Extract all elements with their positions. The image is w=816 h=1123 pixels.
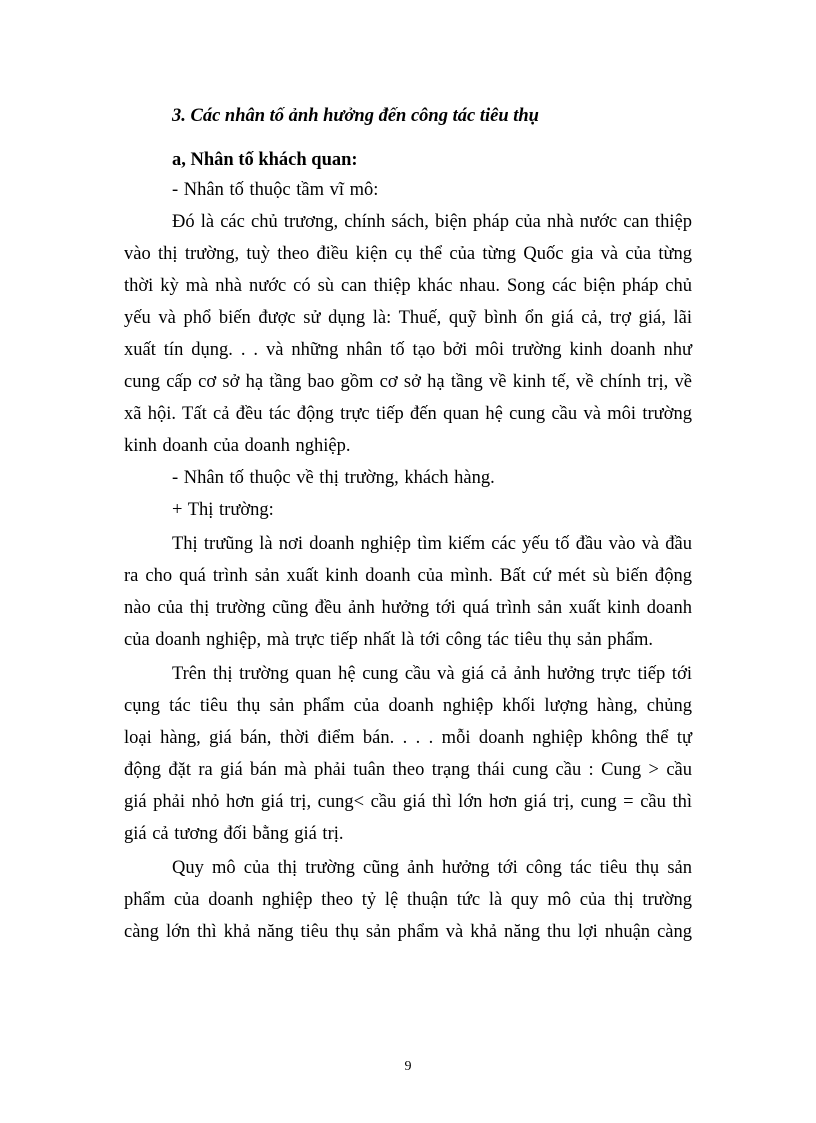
paragraph-line: cung cấp cơ sở hạ tầng bao gồm cơ sở hạ tầng về kinh tế, về chính trị, về <box>124 372 692 392</box>
bullet-market: + Thị trường: <box>172 500 274 520</box>
paragraph-line: Trên thị trường quan hệ cung cầu và giá cả ảnh hưởng trực tiếp tới <box>172 664 692 684</box>
paragraph-line: yếu và phổ biến được sử dụng là: Thuế, quỹ bình ổn giá cả, trợ giá, lãi <box>124 308 692 328</box>
paragraph-line: loại hàng, giá bán, thời điểm bán. . . . mỗi doanh nghiệp không thể tự <box>124 728 692 748</box>
paragraph-line: của doanh nghiệp, mà trực tiếp nhất là tới công tác tiêu thụ sản phẩm. <box>124 630 654 650</box>
paragraph-line: xã hội. Tất cả đều tác động trực tiếp đến quan hệ cung cầu và môi trường <box>124 404 692 424</box>
paragraph-line: động đặt ra giá bán mà phải tuân theo trạng thái cung cầu : Cung > cầu <box>124 760 692 780</box>
bullet-macro-factors: - Nhân tố thuộc tầm vĩ mô: <box>172 180 379 200</box>
paragraph-line: càng lớn thì khả năng tiêu thụ sản phẩm và khả năng thu lợi nhuận càng <box>124 922 692 942</box>
paragraph-line: xuất tín dụng. . . và những nhân tố tạo bởi môi trường kinh doanh như <box>124 340 692 360</box>
paragraph-line: giá phải nhỏ hơn giá trị, cung< cầu giá thì lớn hơn giá trị, cung = cầu thì <box>124 792 692 812</box>
subsection-title: a, Nhân tố khách quan: <box>172 150 358 170</box>
paragraph-line: Quy mô của thị trường cũng ảnh hưởng tới công tác tiêu thụ sản <box>172 858 692 878</box>
paragraph-line: Đó là các chủ trương, chính sách, biện pháp của nhà nước can thiệp <box>172 212 692 232</box>
bullet-market-factors: - Nhân tố thuộc về thị trường, khách hàng. <box>172 468 495 488</box>
paragraph-line: kinh doanh của doanh nghiệp. <box>124 436 351 456</box>
paragraph-line: vào thị trường, tuỳ theo điều kiện cụ thể của từng Quốc gia và của từng <box>124 244 692 264</box>
page-number: 9 <box>404 1059 412 1074</box>
paragraph-line: nào của thị trường cũng đều ảnh hưởng tới quá trình sản xuất kinh doanh <box>124 598 692 618</box>
paragraph-line: Thị trưũng là nơi doanh nghiệp tìm kiếm các yếu tố đầu vào và đầu <box>172 534 692 554</box>
paragraph-line: giá cả tương đối bằng giá trị. <box>124 824 344 844</box>
paragraph-line: phẩm của doanh nghiệp theo tỷ lệ thuận tức là quy mô của thị trường <box>124 890 692 910</box>
section-title: 3. Các nhân tố ảnh hưởng đến công tác tiêu thụ <box>172 106 539 126</box>
paragraph-line: ra cho quá trình sản xuất kinh doanh của mình. Bất cứ mét sù biến động <box>124 566 692 586</box>
paragraph-line: cụng tác tiêu thụ sản phẩm của doanh nghiệp khối lượng hàng, chủng <box>124 696 692 716</box>
paragraph-line: thời kỳ mà nhà nước có sù can thiệp khác nhau. Song các biện pháp chủ <box>124 276 692 296</box>
